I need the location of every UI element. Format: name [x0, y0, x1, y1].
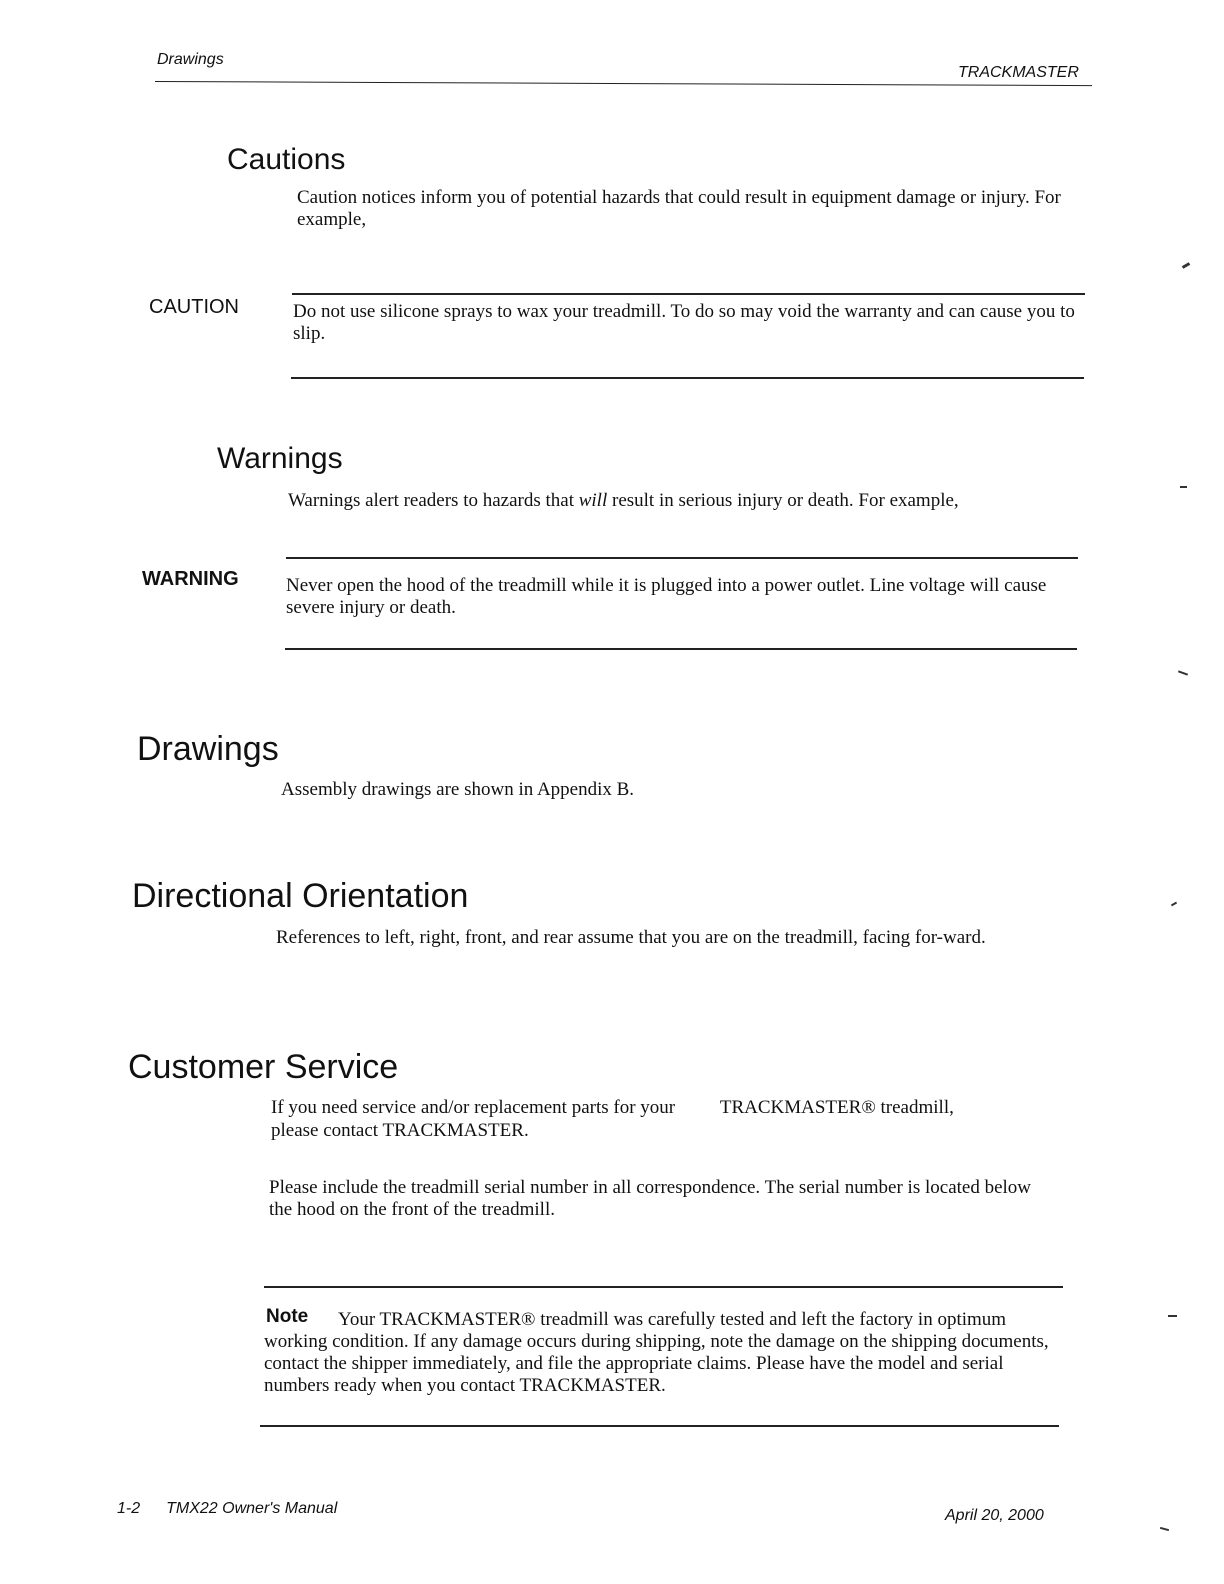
cautions-intro: Caution notices inform you of potential hazards that could result in equipment damage or injury. For example, [297, 187, 1061, 230]
note-label: Note [266, 1306, 309, 1327]
customer-service-line1-before: If you need service and/or replacement parts for your [271, 1097, 676, 1118]
customer-service-heading: Customer Service [128, 1048, 399, 1086]
note-text: Your TRACKMASTER® treadmill was carefully tested and left the factory in optimum working condition. If any damage occurs during shipping, note the damage on the shipping documents, contact the shipper immediately, and file the appropriate claims. Please have the model and serial numbers ready when you contact TRACKMASTER. [264, 1309, 1049, 1396]
caution-label: CAUTION [149, 296, 239, 318]
header-rule [155, 81, 1092, 86]
customer-service-para2: Please include the treadmill serial number in all correspondence. The serial number is located below the hood on the front of the treadmill. [269, 1177, 1032, 1220]
caution-text: Do not use silicone sprays to wax your treadmill. To do so may void the warranty and can cause you to slip. [293, 301, 1075, 344]
scan-speck [1180, 486, 1187, 488]
warning-text: Never open the hood of the treadmill while it is plugged into a power outlet. Line voltage will cause severe injury or death. [286, 575, 1047, 618]
warnings-intro-emphasis: will [578, 490, 608, 511]
warning-bottom-rule [285, 648, 1077, 650]
customer-service-line1 [271, 1097, 1071, 1119]
cautions-heading: Cautions [227, 143, 346, 176]
running-header-brand: TRACKMASTER [958, 64, 1079, 81]
warnings-intro [288, 490, 1088, 512]
warnings-intro-before: Warnings alert readers to hazards that [288, 490, 579, 511]
warnings-intro-after: result in serious injury or death. For example, [607, 490, 959, 511]
customer-service-line2: please contact TRACKMASTER. [271, 1120, 529, 1141]
note-bottom-rule [260, 1425, 1059, 1427]
scan-speck [1178, 670, 1188, 675]
warning-label: WARNING [142, 568, 239, 590]
running-header-section: Drawings [157, 51, 224, 68]
note-top-rule [264, 1286, 1063, 1288]
scan-speck [1171, 902, 1177, 907]
customer-service-line1-brand: TRACKMASTER® [719, 1097, 876, 1118]
orientation-text: References to left, right, front, and rear assume that you are on the treadmill, facing for-ward. [276, 927, 986, 948]
scan-speck [1160, 1527, 1169, 1531]
drawings-text: Assembly drawings are shown in Appendix B. [281, 779, 635, 800]
scan-speck [1168, 1315, 1177, 1317]
customer-service-line1-after: treadmill, [880, 1097, 954, 1118]
drawings-heading: Drawings [137, 730, 279, 768]
orientation-heading: Directional Orientation [132, 877, 469, 915]
footer-date: April 20, 2000 [945, 1507, 1044, 1524]
warnings-heading: Warnings [217, 442, 343, 475]
footer-page-number: 1-2 [117, 1500, 141, 1517]
caution-top-rule [292, 293, 1085, 295]
warning-top-rule [286, 557, 1078, 559]
footer-manual-title: TMX22 Owner's Manual [166, 1500, 338, 1517]
footer-manual [117, 1500, 337, 1518]
scan-speck [1182, 262, 1190, 269]
caution-bottom-rule [291, 377, 1084, 379]
